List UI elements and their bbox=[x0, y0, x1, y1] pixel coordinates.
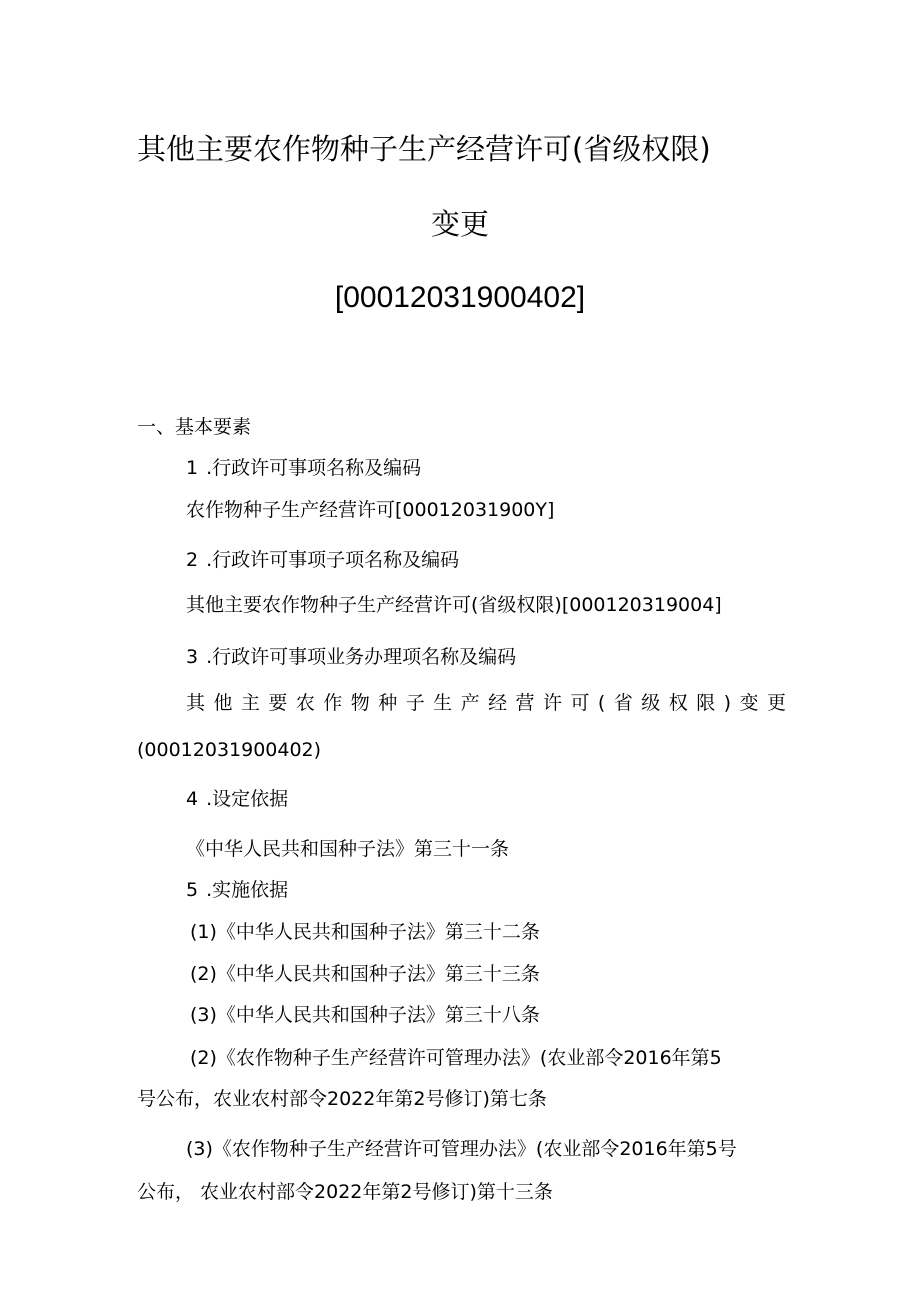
item4-heading bbox=[186, 786, 288, 812]
item5-entry-1: (1)《中华人民共和国种子法》第三十二条 bbox=[190, 921, 540, 943]
document-title-line1: 其他主要农作物种子生产经营许可(省级权限) bbox=[137, 132, 711, 166]
item5-heading bbox=[186, 877, 288, 903]
item1-heading bbox=[186, 455, 421, 481]
item1-value: 农作物种子生产经营许可[00012031900Y] bbox=[186, 499, 555, 521]
item4-heading-text: .设定依据 bbox=[206, 788, 289, 810]
item5-entry-2: (2)《中华人民共和国种子法》第三十三条 bbox=[190, 963, 540, 985]
item5-entry-4-line2: 号公布，农业农村部令2022年第2号修订)第七条 bbox=[137, 1088, 547, 1110]
item2-heading-text: .行政许可事项子项名称及编码 bbox=[206, 549, 460, 571]
item3-heading bbox=[186, 644, 516, 670]
item5-entry-5-line1: (3)《农作物种子生产经营许可管理办法》(农业部令2016年第5号 bbox=[186, 1138, 737, 1160]
item5-entry-4-line1: (2)《农作物种子生产经营许可管理办法》(农业部令2016年第5 bbox=[190, 1047, 722, 1069]
item5-heading-text: .实施依据 bbox=[206, 879, 289, 901]
item3-value-line1: 其他主要农作物种子生产经营许可(省级权限)变更 bbox=[186, 692, 786, 714]
item4-number: 4 bbox=[186, 788, 199, 810]
item5-number: 5 bbox=[186, 879, 199, 901]
item1-number: 1 bbox=[186, 457, 199, 479]
item3-heading-text: .行政许可事项业务办理项名称及编码 bbox=[206, 646, 517, 668]
item2-value: 其他主要农作物种子生产经营许可(省级权限)[000120319004] bbox=[186, 594, 722, 616]
item4-value: 《中华人民共和国种子法》第三十一条 bbox=[186, 838, 510, 860]
item2-heading bbox=[186, 547, 459, 573]
item3-value-line2: (00012031900402) bbox=[137, 739, 322, 761]
item3-number: 3 bbox=[186, 646, 199, 668]
item5-entry-5-line2: 公布， 农业农村部令2022年第2号修订)第十三条 bbox=[137, 1181, 553, 1203]
item1-heading-text: .行政许可事项名称及编码 bbox=[206, 457, 422, 479]
item5-entry-3: (3)《中华人民共和国种子法》第三十八条 bbox=[190, 1004, 540, 1026]
item2-number: 2 bbox=[186, 549, 199, 571]
document-title-code: [00012031900402] bbox=[334, 281, 586, 314]
section-heading: 一、基本要素 bbox=[137, 416, 252, 438]
document-title-line2: 变更 bbox=[430, 207, 489, 241]
